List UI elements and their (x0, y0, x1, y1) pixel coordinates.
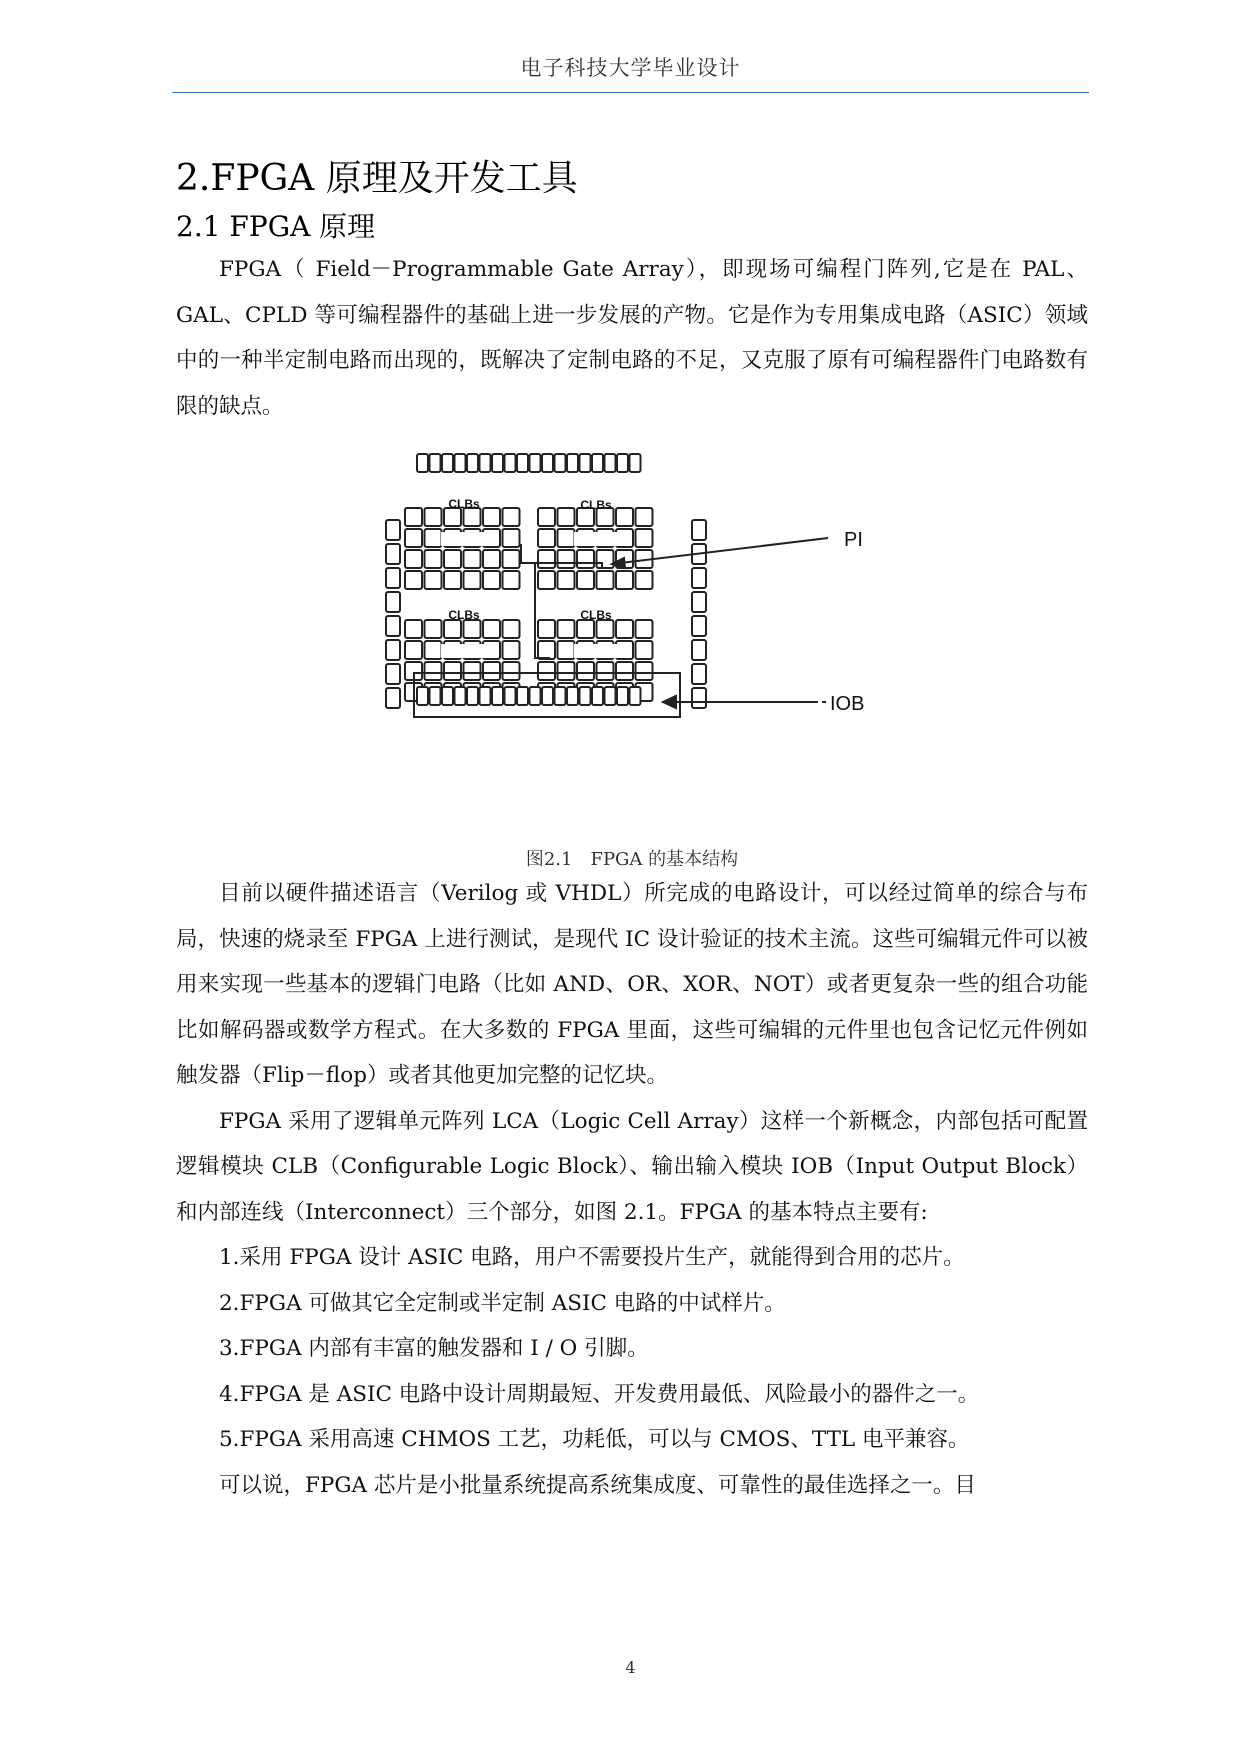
clb-cell (616, 662, 633, 680)
clb-cell (483, 620, 500, 638)
io-cell-top (567, 454, 578, 472)
clb-cell (616, 571, 633, 589)
io-cell-top (592, 454, 603, 472)
io-cell-bottom (467, 687, 478, 705)
clb-cell (503, 550, 520, 568)
clb-cell (538, 641, 555, 659)
diagram-shapes (386, 454, 828, 717)
clb-cell (425, 620, 442, 638)
clb-cell (405, 571, 422, 589)
clb-cell (425, 550, 442, 568)
iob-label: IOB (830, 693, 865, 715)
clb-cell (538, 662, 555, 680)
clb-cell (503, 508, 520, 526)
io-cell-bottom (517, 687, 528, 705)
list-item: 1.采用 FPGA 设计 ASIC 电路，用户不需要投片生产，就能得到合用的芯片。 (219, 1245, 965, 1270)
io-cell-top (542, 454, 553, 472)
io-cell-bottom (530, 687, 541, 705)
clbs-label-bottom-right: CLBs (580, 608, 612, 622)
io-cell-top (417, 454, 428, 472)
clb-cell (577, 550, 594, 568)
io-cell-bottom (455, 687, 466, 705)
clb-cell (538, 571, 555, 589)
io-cell-top (505, 454, 516, 472)
clbs-label-top-right: CLBs (580, 498, 612, 512)
io-cell-top (530, 454, 541, 472)
list-item: 2.FPGA 可做其它全定制或半定制 ASIC 电路的中试样片。 (219, 1290, 786, 1316)
clb-cell (444, 550, 461, 568)
clb-cell (577, 620, 594, 638)
io-cell-right (692, 520, 706, 540)
clb-cell (503, 529, 520, 547)
page-number: 4 (625, 1658, 636, 1677)
clb-cell (597, 662, 614, 680)
clb-cell (538, 620, 555, 638)
io-cell-top (555, 454, 566, 472)
io-cell-bottom (442, 687, 453, 705)
io-cell-right (692, 688, 706, 708)
io-cell-top (517, 454, 528, 472)
clb-cell (636, 508, 653, 526)
clb-cell (616, 620, 633, 638)
body-text (176, 871, 1088, 1508)
clb-cell (464, 550, 481, 568)
io-cell-left (386, 592, 400, 612)
io-cell-right (692, 640, 706, 660)
clb-cell (636, 571, 653, 589)
iob-arrow-head (663, 696, 676, 708)
io-cell-bottom (580, 687, 591, 705)
section-title: 2.1 FPGA 原理 (176, 210, 376, 243)
clb-cell (503, 641, 520, 659)
list-item: 5.FPGA 采用高速 CHMOS 工艺，功耗低，可以与 CMOS、TTL 电平兼容。 (219, 1427, 970, 1452)
io-cell-bottom (417, 687, 428, 705)
io-cell-top (580, 454, 591, 472)
io-cell-left (386, 664, 400, 684)
clbs-label-bottom-left: CLBs (448, 608, 480, 622)
io-cell-top (492, 454, 503, 472)
intro-block (176, 247, 1088, 429)
clbs-label-top-left: CLBs (448, 497, 480, 511)
clb-cell (405, 641, 422, 659)
io-cell-right (692, 592, 706, 612)
clb-label-bg (574, 644, 620, 658)
clb-cell (558, 571, 575, 589)
clb-cell (405, 508, 422, 526)
io-cell-bottom (542, 687, 553, 705)
clb-cell (597, 550, 614, 568)
io-cell-right (692, 568, 706, 588)
io-cell-top (605, 454, 616, 472)
clb-cell (483, 508, 500, 526)
io-cell-right (692, 616, 706, 636)
io-cell-top (617, 454, 628, 472)
clb-cell (444, 620, 461, 638)
clb-cell (425, 662, 442, 680)
clb-cell (405, 529, 422, 547)
clb-cell (405, 550, 422, 568)
io-cell-left (386, 616, 400, 636)
io-cell-left (386, 688, 400, 708)
io-cell-left (386, 520, 400, 540)
clb-cell (425, 571, 442, 589)
io-cell-bottom (492, 687, 503, 705)
header-rule (172, 92, 1089, 93)
clb-cell (483, 550, 500, 568)
clb-cell (425, 641, 442, 659)
clb-cell (616, 508, 633, 526)
clb-cell (597, 571, 614, 589)
clb-label-bg (441, 532, 487, 546)
clb-cell (558, 550, 575, 568)
io-cell-top (430, 454, 441, 472)
intro-paragraph: FPGA（ Field－Programmable Gate Array），即现场可编程门阵列,它是在 PAL、GAL、CPLD 等可编程器件的基础上进一步发展的产物。它是作为专用集成电路（ASIC）领域中的一种半定制电路而出现的，既解决了定制电路的不足，又克服了原有可编程器件门电路数有限的缺点。 (176, 257, 1088, 419)
io-cell-bottom (567, 687, 578, 705)
io-cell-left (386, 568, 400, 588)
clb-cell (558, 620, 575, 638)
clb-cell (483, 662, 500, 680)
clb-cell (464, 620, 481, 638)
clb-cell (503, 662, 520, 680)
io-cell-bottom (630, 687, 641, 705)
clb-cell (405, 620, 422, 638)
clb-cell (636, 620, 653, 638)
io-cell-bottom (605, 687, 616, 705)
clb-cell (538, 529, 555, 547)
clb-cell (577, 571, 594, 589)
clb-cell (636, 662, 653, 680)
clb-cell (558, 641, 575, 659)
clb-cell (636, 641, 653, 659)
io-cell-bottom (617, 687, 628, 705)
io-cell-right (692, 664, 706, 684)
clb-cell (597, 620, 614, 638)
fpga-structure-diagram (380, 448, 910, 808)
clb-cell (425, 508, 442, 526)
io-cell-top (442, 454, 453, 472)
clb-cell (425, 529, 442, 547)
closing-paragraph: 可以说，FPGA 芯片是小批量系统提高系统集成度、可靠性的最佳选择之一。目 (219, 1472, 976, 1498)
clb-cell (483, 571, 500, 589)
io-cell-top (455, 454, 466, 472)
io-cell-left (386, 544, 400, 564)
io-cell-bottom (430, 687, 441, 705)
clb-cell (503, 571, 520, 589)
clb-cell (558, 662, 575, 680)
io-cell-top (467, 454, 478, 472)
io-cell-bottom (480, 687, 491, 705)
clb-cell (636, 529, 653, 547)
io-cell-bottom (505, 687, 516, 705)
clb-label-bg (441, 644, 487, 658)
figure-caption: 图2.1 FPGA 的基本结构 (525, 849, 739, 870)
clb-cell (444, 571, 461, 589)
clb-cell (464, 662, 481, 680)
clb-cell (538, 508, 555, 526)
clb-cell (577, 662, 594, 680)
io-cell-left (386, 640, 400, 660)
clb-cell (503, 620, 520, 638)
clb-cell (444, 662, 461, 680)
chapter-title: 2.FPGA 原理及开发工具 (176, 158, 578, 199)
clb-label-bg (574, 532, 620, 546)
io-cell-top (630, 454, 641, 472)
clb-cell (538, 550, 555, 568)
io-cell-bottom (592, 687, 603, 705)
list-item: 4.FPGA 是 ASIC 电路中设计周期最短、开发费用最低、风险最小的器件之一。 (219, 1381, 980, 1407)
paragraph-lca: FPGA 采用了逻辑单元阵列 LCA（Logic Cell Array）这样一个新概念，内部包括可配置逻辑模块 CLB（Configurable Logic Block）、输出输入模块 IOB（Input Output Block）和内部连线（Interconnect）三个部分，如图 2.1。FPGA 的基本特点主要有: (176, 1108, 1088, 1225)
clb-cell (558, 529, 575, 547)
clb-cell (558, 508, 575, 526)
list-item: 3.FPGA 内部有丰富的触发器和 I / O 引脚。 (219, 1336, 649, 1361)
page-header: 电子科技大学毕业设计 (520, 56, 741, 80)
io-cell-top (480, 454, 491, 472)
clb-cell (464, 571, 481, 589)
paragraph-hdl: 目前以硬件描述语言（Verilog 或 VHDL）所完成的电路设计，可以经过简单的综合与布局，快速的烧录至 FPGA 上进行测试，是现代 IC 设计验证的技术主流。这些可编辑元件可以被用来实现一些基本的逻辑门电路（比如 AND、OR、XOR、NOT）或者更复杂一些的组合功能比如解码器或数学方程式。在大多数的 FPGA 里面，这些可编辑的元件里也包含记忆元件例如触发器（Flip－flop）或者其他更加完整的记忆块。 (176, 881, 1088, 1088)
io-cell-bottom (555, 687, 566, 705)
pi-label: PI (844, 529, 863, 551)
